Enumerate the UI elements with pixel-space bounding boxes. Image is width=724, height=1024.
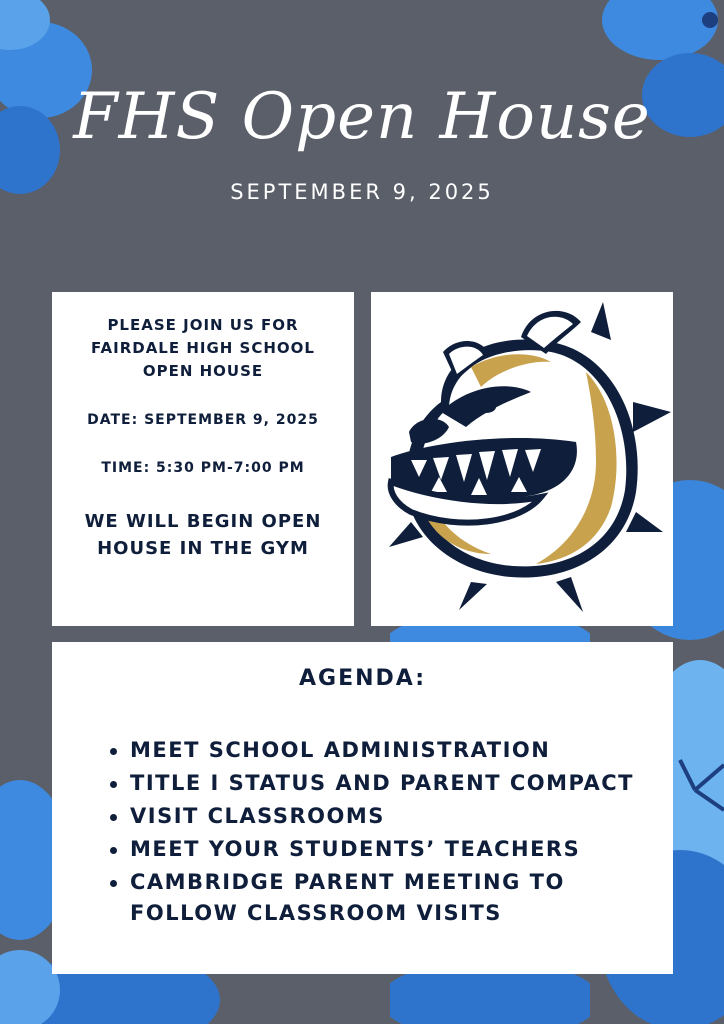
page-title: FHS Open House	[73, 80, 651, 154]
agenda-item: TITLE I STATUS AND PARENT COMPACT	[110, 767, 634, 800]
agenda-title: AGENDA:	[298, 666, 427, 691]
invite-line: FAIRDALE HIGH SCHOOL	[90, 339, 315, 357]
begin-location-text	[52, 508, 354, 562]
event-date-line: DATE: SEPTEMBER 9, 2025	[87, 412, 319, 428]
info-card	[52, 292, 354, 626]
agenda-item: VISIT CLASSROOMS	[110, 800, 634, 833]
agenda-item: MEET YOUR STUDENTS’ TEACHERS	[110, 833, 634, 866]
agenda-item: MEET SCHOOL ADMINISTRATION	[110, 734, 634, 767]
invite-line: PLEASE JOIN US FOR	[107, 316, 299, 334]
logo-card	[371, 292, 673, 626]
bulldog-mascot-logo	[371, 292, 673, 626]
agenda-list	[110, 734, 634, 930]
begin-line: WE WILL BEGIN OPEN	[84, 511, 322, 532]
begin-line: HOUSE IN THE GYM	[97, 538, 309, 559]
agenda-card	[52, 642, 673, 974]
invite-text	[52, 314, 354, 383]
agenda-item: CAMBRIDGE PARENT MEETING TO	[110, 866, 634, 899]
event-time-line: TIME: 5:30 PM-7:00 PM	[101, 460, 305, 476]
invite-line: OPEN HOUSE	[142, 362, 264, 380]
event-date-subtitle: SEPTEMBER 9, 2025	[230, 180, 494, 204]
agenda-item-continuation: FOLLOW CLASSROOM VISITS	[130, 901, 502, 925]
